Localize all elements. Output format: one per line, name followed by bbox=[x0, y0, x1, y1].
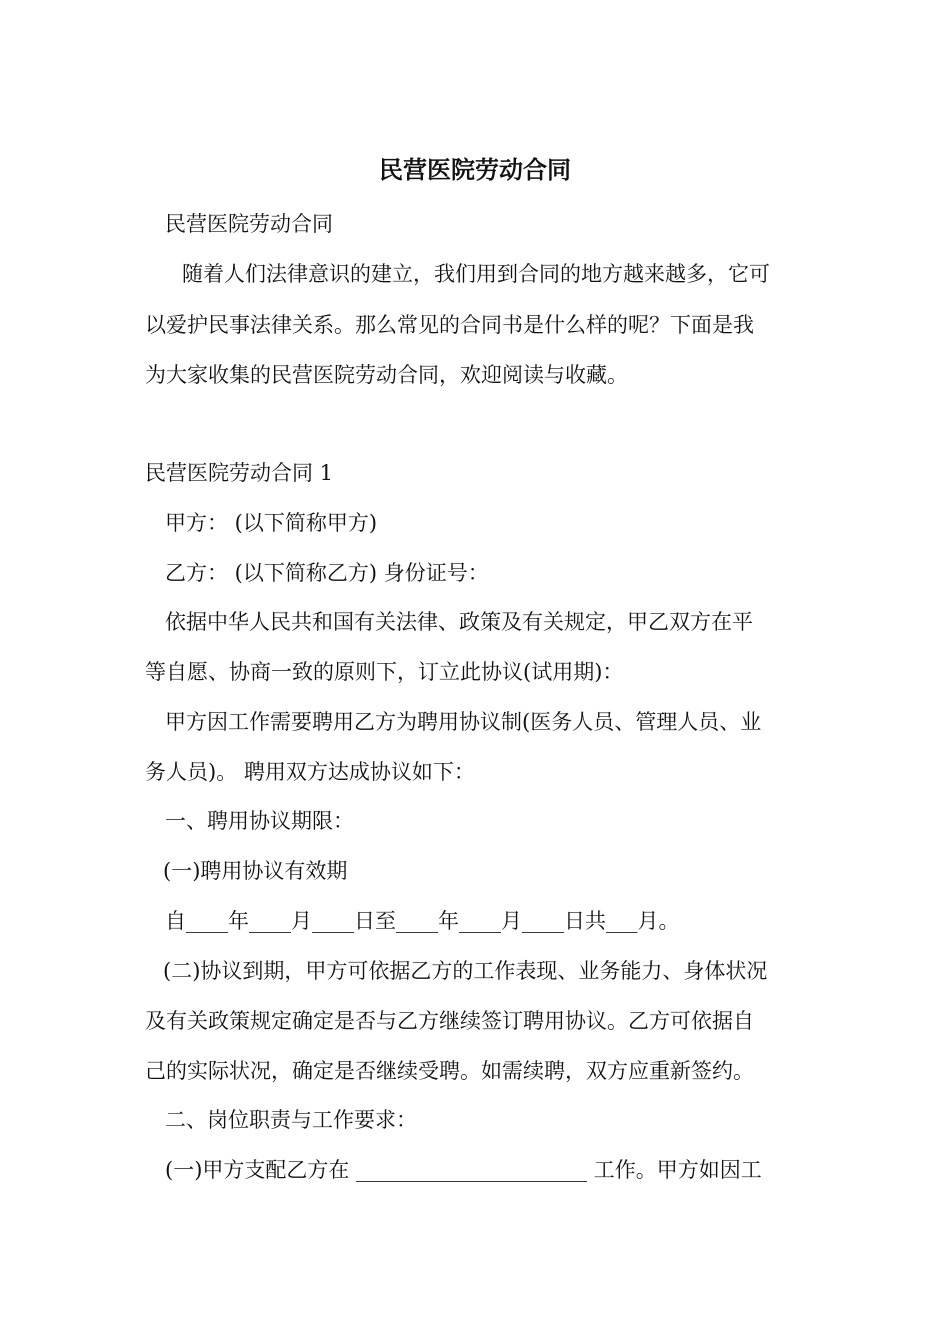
clause-2-1-line-1: (一)甲方支配乙方在 ______________________ 工作。甲方如因工 bbox=[165, 1158, 762, 1182]
subtitle-line: 民营医院劳动合同 bbox=[165, 212, 333, 236]
party-b-line: 乙方： (以下简称乙方) 身份证号： bbox=[165, 561, 489, 585]
clause-1-2-line-3: 己的实际状况，确定是否继续受聘。如需续聘，双方应重新签约。 bbox=[145, 1059, 754, 1083]
term-date-line: 自____年____月____日至____年____月____日共___月。 bbox=[165, 909, 680, 933]
intro-line-3: 为大家收集的民营医院劳动合同，欢迎阅读与收藏。 bbox=[145, 363, 628, 387]
purpose-line-2: 务人员)。 聘用双方达成协议如下： bbox=[145, 760, 475, 784]
clause-1-2-line-1: (二)协议到期，甲方可依据乙方的工作表现、业务能力、身体状况 bbox=[163, 959, 768, 983]
purpose-line-1: 甲方因工作需要聘用乙方为聘用协议制(医务人员、管理人员、业 bbox=[165, 710, 762, 734]
clause-1-1-heading: (一)聘用协议有效期 bbox=[163, 859, 348, 883]
document-title: 民营医院劳动合同 bbox=[379, 156, 571, 184]
clause-1-2-line-2: 及有关政策规定确定是否与乙方继续签订聘用协议。乙方可依据自 bbox=[145, 1009, 754, 1033]
intro-line-2: 以爱护民事法律关系。那么常见的合同书是什么样的呢？下面是我 bbox=[145, 313, 754, 337]
section-heading-contract-1: 民营医院劳动合同 1 bbox=[145, 461, 334, 485]
basis-line-2: 等自愿、协商一致的原则下，订立此协议(试用期)： bbox=[145, 660, 624, 684]
clause-2-heading: 二、岗位职责与工作要求： bbox=[165, 1108, 417, 1132]
clause-1-heading: 一、聘用协议期限： bbox=[165, 809, 354, 833]
party-a-line: 甲方： (以下简称甲方) bbox=[165, 511, 378, 535]
intro-line-1: 随着人们法律意识的建立，我们用到合同的地方越来越多，它可 bbox=[182, 262, 770, 286]
basis-line-1: 依据中华人民共和国有关法律、政策及有关规定，甲乙双方在平 bbox=[165, 610, 753, 634]
